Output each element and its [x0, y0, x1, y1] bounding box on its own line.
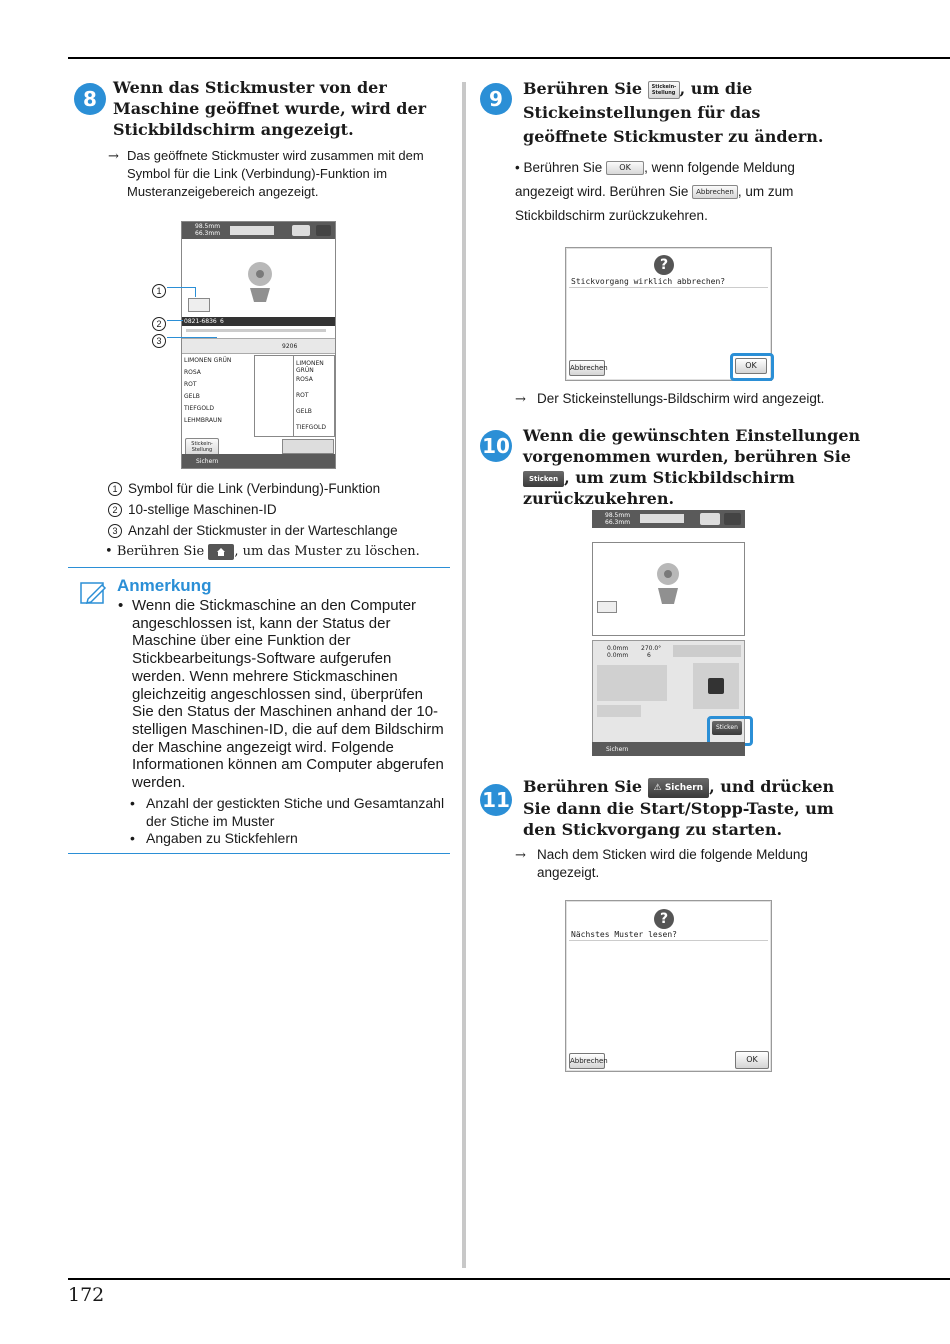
machine-id: 0821-6836 — [184, 318, 217, 325]
step-8-result: Das geöffnete Stickmuster wird zusammen mit dem Symbol für die Link (Verbindung)-Funktion im Musteranzeigebereich angezeigt. — [127, 148, 424, 199]
queue-item: ROT — [296, 392, 309, 399]
dialog-cancel-button[interactable]: Abbrechen — [569, 1053, 605, 1069]
note-pencil-icon — [80, 580, 108, 606]
note-main-text: Wenn die Stickmaschine an den Computer angeschlossen ist, kann der Status der Maschine über eine Funktion der Stickbearbeitungs-Software aufgerufen werden. Wenn mehrere Stickmaschinen gleichzeitig angeschlossen sind, überprüfen Sie den Status der Maschinen anhand der 10-stelligen Maschinen-ID, die auf dem Bildschirm der Maschine angezeigt wird. Folgende Informationen können am Computer abgerufen werden. — [132, 597, 444, 792]
note-bullet-dot: • — [118, 597, 124, 614]
queue-item: ROSA — [296, 376, 313, 383]
legend-item-2: 2 10-stellige Maschinen-ID — [108, 501, 277, 519]
color-item: LEHMBRAUN — [184, 417, 222, 424]
note-sub-1: Anzahl der gestickten Stiche und Gesamtanzahl der Stiche im Muster — [146, 795, 445, 829]
dialog-message: Stickvorgang wirklich abbrechen? — [571, 277, 726, 286]
embroidery-screen-2 — [592, 510, 745, 756]
screen-2-bottombar — [592, 742, 745, 756]
stitch-count: 9206 — [282, 343, 298, 350]
queue-item: LIMONEN GRÜN — [296, 360, 324, 374]
callout-3: 3 — [152, 330, 172, 349]
dialog-divider — [569, 287, 768, 288]
dialog-ok-button[interactable]: OK — [735, 358, 767, 374]
zoom-controls[interactable] — [282, 439, 334, 454]
step-9-badge: 9 — [480, 83, 512, 115]
step-11-result: Nach dem Sticken wird die folgende Meldung angezeigt. — [537, 847, 808, 880]
slider-controls[interactable] — [597, 705, 641, 717]
sichern-button[interactable]: Sichern — [196, 458, 219, 465]
edit-buttons[interactable] — [597, 665, 667, 701]
needle-grid — [254, 355, 294, 437]
callout-2: 2 — [152, 313, 172, 332]
legend-item-1: 1 Symbol für die Link (Verbindung)-Funktion — [108, 480, 380, 498]
callout-3-line — [167, 337, 217, 338]
color-item: ROT — [184, 381, 197, 388]
delete-note: • Berühren Sie , um das Muster zu löschen. — [105, 544, 420, 559]
queue-list — [293, 355, 335, 437]
preview-icon[interactable] — [700, 513, 720, 525]
result-arrow-icon: → — [108, 149, 119, 164]
progress-slider[interactable] — [186, 329, 326, 332]
stellung-button[interactable]: Stickein-Stellung — [185, 438, 219, 456]
dialog-divider — [569, 940, 768, 941]
ok-button: OK — [606, 161, 644, 175]
result-arrow-icon: → — [515, 392, 526, 407]
flower-center — [664, 570, 672, 578]
callout-1-line — [167, 287, 195, 288]
color-list — [182, 355, 240, 427]
flower-pot-icon — [658, 588, 678, 604]
warning-icon: ⚠ — [653, 782, 662, 793]
size-width: 98.5mm — [195, 223, 221, 230]
question-icon: ? — [654, 255, 674, 275]
preview-icon[interactable] — [292, 225, 310, 236]
legend-item-3: 3 Anzahl der Stickmuster in der Warteschlange — [108, 522, 398, 540]
queue-item: GELB — [296, 408, 312, 415]
pos-y: 0.0mm — [607, 652, 629, 659]
callout-1-line-v — [195, 287, 196, 297]
size-height: 66.3mm — [195, 230, 221, 237]
screen-1-bottombar — [182, 454, 335, 468]
screen-1-topbar — [182, 222, 335, 239]
color-item: ROSA — [184, 369, 201, 376]
pattern-display — [592, 542, 745, 636]
sticken-button[interactable]: Sticken — [712, 721, 742, 735]
color-item: LIMONEN GRÜN — [184, 357, 232, 364]
header-rule — [68, 57, 950, 59]
color-count: 6 — [647, 652, 651, 659]
tool-icons[interactable] — [673, 645, 741, 657]
note-sub-dot-2: • — [130, 830, 135, 846]
callout-2-line — [167, 320, 183, 321]
step-8-heading: Wenn das Stickmuster von der Maschine geöffnet wurde, wird der Stickbildschirm angezeigt. — [113, 78, 427, 139]
page-number: 172 — [68, 1284, 105, 1306]
step-11-badge: 11 — [480, 784, 512, 816]
next-pattern-dialog — [565, 900, 772, 1072]
note-title: Anmerkung — [117, 576, 212, 595]
stellung-button: Stickein-Stellung — [648, 81, 680, 99]
dialog-ok-button[interactable]: OK — [735, 1051, 769, 1069]
sticken-button: Sticken — [523, 471, 564, 487]
frame-icons — [640, 514, 684, 523]
note-bottom-line — [68, 853, 450, 854]
step-9-heading: Berühren Sie Stickein-Stellung , um die Stickeinstellungen für das geöffnete Stickmuster zu ändern. — [523, 79, 824, 146]
step-10-badge: 10 — [480, 430, 512, 462]
link-function-icon — [188, 298, 210, 312]
step-8-badge: 8 — [74, 83, 106, 115]
step-10-heading: Wenn die gewünschten Einstellungen vorgenommen wurden, berühren Sie Sticken , um zum Stickbildschirm zurückzukehren. — [523, 426, 861, 508]
sichern-button[interactable]: Sichern — [606, 746, 629, 753]
move-arrows[interactable] — [693, 663, 739, 709]
stitch-info-bar — [182, 338, 335, 354]
note-sub-dot-1: • — [130, 795, 135, 811]
size-width: 98.5mm — [605, 512, 631, 519]
angle: 270.0° — [641, 645, 662, 652]
queue-count: 6 — [220, 318, 224, 325]
home-icon[interactable] — [724, 513, 741, 525]
flower-center — [256, 270, 264, 278]
flower-pot-icon — [250, 288, 270, 302]
queue-item: TIEFGOLD — [296, 424, 327, 431]
dialog-cancel-button[interactable]: Abbrechen — [569, 360, 605, 376]
step-11-heading: Berühren Sie ⚠ Sichern , und drücken Sie dann die Start/Stopp-Taste, um den Stickvorgang zu starten. — [523, 777, 835, 839]
size-height: 66.3mm — [605, 519, 631, 526]
screen-2-topbar — [592, 510, 745, 528]
column-separator — [462, 82, 466, 1268]
center-icon[interactable] — [708, 678, 724, 694]
machine-id-bar — [182, 317, 335, 326]
link-function-icon — [597, 601, 617, 613]
step-9-result: Der Stickeinstellungs-Bildschirm wird angezeigt. — [537, 391, 825, 406]
footer-rule — [68, 1278, 950, 1280]
sichern-button: ⚠ Sichern — [648, 778, 709, 798]
dialog-message: Nächstes Muster lesen? — [571, 930, 677, 939]
note-sub-2: Angaben zu Stickfehlern — [146, 830, 298, 846]
home-icon[interactable] — [316, 225, 331, 236]
result-arrow-icon: → — [515, 848, 526, 863]
color-item: TIEFGOLD — [184, 405, 215, 412]
abbrechen-button: Abbrechen — [692, 185, 738, 199]
callout-1: 1 — [152, 280, 172, 299]
embroidery-screen-1 — [181, 221, 336, 469]
note-top-line — [68, 567, 450, 568]
home-icon — [208, 544, 234, 560]
step-9-bullet: • Berühren Sie OK , wenn folgende Meldung angezeigt wird. Berühren Sie Abbrechen , um zum Stickbildschirm zurückzukehren. — [515, 160, 795, 223]
color-item: GELB — [184, 393, 200, 400]
question-icon: ? — [654, 909, 674, 929]
frame-icons — [230, 226, 274, 235]
pos-x: 0.0mm — [607, 645, 629, 652]
cancel-dialog — [565, 247, 772, 381]
